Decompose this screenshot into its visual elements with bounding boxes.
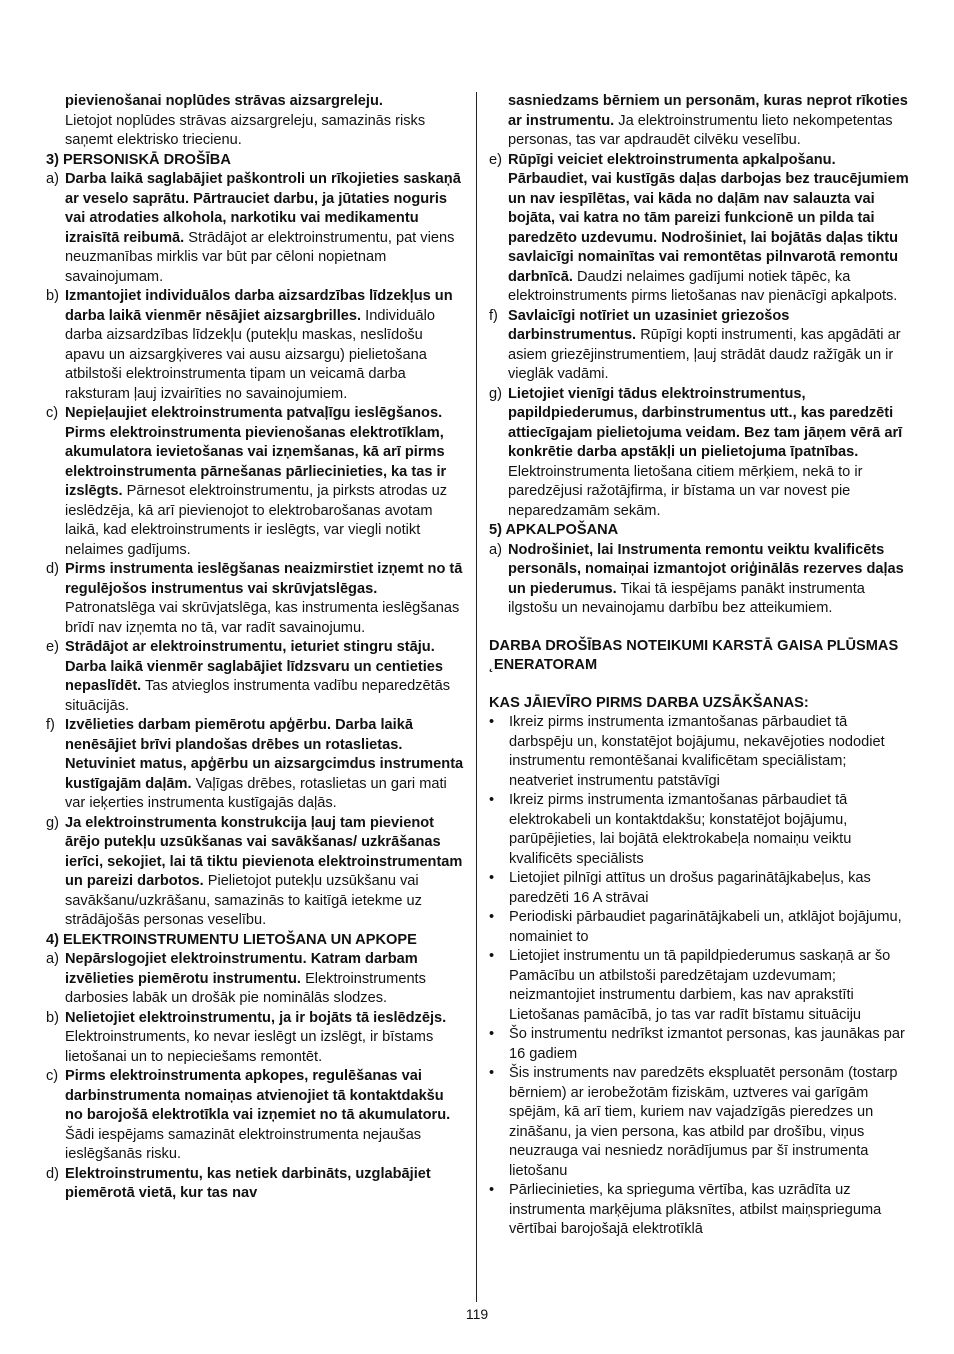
item-label: a) — [489, 541, 502, 558]
item-text — [508, 307, 909, 385]
right-column — [489, 92, 909, 1240]
list-item — [46, 404, 464, 560]
bold-text: Pirms elektroinstrumenta apkopes, regulēšanas vai darbinstrumenta nomaiņas atvienojiet tā kontaktdakšu no barojošā elektrotīkla vai izņemiet no tā akumulatoru. — [65, 1068, 451, 1123]
list-tool-use-cont — [489, 151, 909, 522]
bullet-icon: • — [489, 1026, 495, 1042]
item-text — [65, 950, 464, 1009]
item-label: a) — [46, 951, 59, 967]
body-text: Strādājot ar elektroinstrumentu, pat viens neuzmanības mirklis var būt par cēloni nopietnam savainojumam. — [65, 229, 455, 285]
list-item — [46, 638, 464, 716]
bullet-item — [489, 713, 909, 791]
bullet-list — [489, 713, 909, 1240]
list-item — [46, 1009, 464, 1068]
body-text: Tikai tā iespējams panākt instrumenta ilgstošu un nevainojamu darbību bez atteikumiem. — [508, 580, 865, 616]
list-service — [489, 541, 909, 619]
item-label: d) — [46, 1165, 59, 1182]
bold-text: Rūpīgi veiciet elektroinstrumenta apkalpošanu. Pārbaudiet, vai kustīgās daļas darbojas bez traucējumiem un nav iespīlētas, vai kāda no daļām nav salauzta vai bojāta, vai katra no tām pareizi funkcionē un pilda tai paredzēto uzdevumu. Nodrošiniet, lai bojātās daļas tiktu savlaicīgi nomainītas vai remontētas pilnvarotā remontu darbnīcā. — [508, 151, 909, 285]
bold-text: Pirms instrumenta ieslēgšanas neaizmirstiet izņemt no tā regulējošos instrumentus vai skrūvjatslēgas. — [65, 561, 463, 597]
list-personal-safety — [46, 170, 464, 931]
item-label: e) — [46, 639, 59, 655]
body-text: Elektroinstrumenta lietošana citiem mērķiem, nekā to ir paredzējusi ražotājfirma, ir bīstama un var novest pie neparedzamām sekām. — [508, 463, 863, 519]
bold-text: Izmantojiet individuālos darba aizsardzības līdzekļus un darba laikā vienmēr nēsājiet aizsargbrilles. — [65, 288, 453, 324]
body-text: Šādi iespējams samazināt elektroinstrumenta nejaušas ieslēgšanās risku. — [65, 1126, 422, 1162]
body-text: Ja elektroinstrumentu lieto nekompetentas personas, tas var apdraudēt cilvēku veselību. — [508, 112, 893, 148]
bold-text: Elektroinstrumentu, kas netiek darbināts, uzglabājiet piemērotā vietā, kur tas nav — [65, 1165, 431, 1201]
bullet-text: Šo instrumentu nedrīkst izmantot personas, kas jaunākas par 16 gadiem — [509, 1026, 905, 1062]
item-label: f) — [46, 717, 55, 733]
item-label: g) — [489, 385, 502, 402]
item-text — [65, 716, 464, 814]
section-heading-tool-use: 4) ELEKTROINSTRUMENTU LIETOŠANA UN APKOPE — [46, 931, 417, 948]
bullet-icon: • — [489, 714, 495, 730]
item-text — [508, 151, 909, 307]
heading-before-work: KAS JĀIEVĪRO PIRMS DARBA UZSĀKŠANAS: — [489, 694, 809, 711]
bullet-text: Periodiski pārbaudiet pagarinātājkabeli un, atklājot bojājumu, nomainiet to — [509, 909, 902, 945]
bullet-item — [489, 1064, 909, 1181]
bullet-item — [489, 1025, 909, 1064]
list-item — [46, 814, 464, 931]
bold-text: Izvēlieties darbam piemērotu apģērbu. Darba laikā nenēsājiet brīvi plandošas drēbes un rotaslietas. Netuviniet matus, apģērbu un aizsargcimdus instrumenta kustīgajām daļām. — [65, 717, 464, 792]
bold-text: Savlaicīgi notīriet un uzasiniet griezošos darbinstrumentus. — [508, 307, 790, 343]
bullet-item — [489, 869, 909, 908]
bullet-icon: • — [489, 909, 495, 925]
body-text: Lietojot noplūdes strāvas aizsargreleju, samazinās risks saņemt elektrisko triecienu. — [65, 112, 426, 148]
item-text — [65, 1165, 464, 1204]
bold-text: Nepārslogojiet elektroinstrumentu. Katram darbam izvēlieties piemērotu instrumentu. — [65, 951, 418, 987]
list-item — [46, 560, 464, 638]
column-divider — [476, 92, 477, 1302]
bullet-icon: • — [489, 1182, 495, 1198]
bold-text: Nepieļaujiet elektroinstrumenta patvaļīgu ieslēgšanos. Pirms elektroinstrumenta pievienošanas elektrotīklam, akumulatora ievietošanas vai izņemšanas, kā arī pirms elektroinstrumenta pārnešanas pārliecinieties, ka tas ir izslēgts. — [65, 405, 447, 499]
continued-paragraph — [46, 92, 464, 151]
item-text — [65, 170, 464, 287]
body-text: Pielietojot putekļu uzsūkšanu vai savākšanu/uzkrāšanu, samazinās to kaitīgā ietekme uz strādājošās personas veselību. — [65, 873, 422, 928]
item-text — [65, 638, 464, 716]
list-item — [46, 1165, 464, 1204]
bullet-text: Pārliecinieties, ka sprieguma vērtība, kas uzrādīta uz instrumenta marķējuma plāksnītes, atbilst maiņsprieguma vērtībai barojošajā elektrotīklā — [509, 1182, 882, 1237]
bold-text: Strādājot ar elektroinstrumentu, ieturiet stingru stāju. Darba laikā vienmēr saglabājiet līdzsvaru un centieties nepaslīdēt. — [65, 639, 443, 694]
item-label: b) — [46, 1009, 59, 1026]
list-item — [46, 1067, 464, 1165]
bullet-item — [489, 1181, 909, 1240]
list-item — [489, 385, 909, 522]
bullet-icon: • — [489, 870, 495, 886]
item-text — [65, 560, 464, 638]
heading-hot-air-safety: DARBA DROŠĪBAS NOTEIKUMI KARSTĀ GAISA PLŪSMAS ˛ENERATORAM — [489, 637, 899, 673]
bullet-item — [489, 908, 909, 947]
list-item — [46, 287, 464, 404]
bullet-icon: • — [489, 792, 495, 808]
item-text — [65, 1009, 464, 1068]
bullet-text: Lietojiet instrumentu un tā papildpiederumus saskaņā ar šo Pamācību un atbilstoši paredzētajam uzdevumam; neizmantojiet instrumentu darbiem, kas nav aprakstīti Lietošanas pamācībā, jo tas var radīt bīstamu situāciju — [509, 948, 891, 1023]
bullet-icon: • — [489, 948, 495, 964]
list-item — [489, 151, 909, 307]
body-text: Tas atvieglos instrumenta vadību neparedzētās situācijās. — [65, 678, 451, 714]
bullet-item — [489, 947, 909, 1025]
left-column — [46, 92, 464, 1204]
bold-text: Nelietojiet elektroinstrumentu, ja ir bojāts tā ieslēdzējs. — [65, 1009, 447, 1026]
item-label: f) — [489, 307, 498, 324]
bullet-text: Ikreiz pirms instrumenta izmantošanas pārbaudiet tā darbspēju un, konstatējot bojājumu, nekavējoties nododiet instrumentu remontēšanai kvalificētam speciālistam; neatveriet instrumentu patstāvīgi — [509, 714, 885, 789]
bold-text: Lietojiet vienīgi tādus elektroinstrumentus, papildpiederumus, darbinstrumentus utt., kas paredzēti attiecīgajam pielietojuma veidam. Bez tam jāņem vērā arī konkrētie darba apstākļi un pielietojuma īpatnības. — [508, 385, 903, 460]
bold-text: sasniedzams bērniem un personām, kuras neprot rīkoties ar instrumentu. — [508, 93, 908, 129]
item-label: c) — [46, 1068, 59, 1084]
item-text — [508, 541, 909, 619]
bullet-text: Lietojiet pilnīgi attītus un drošus pagarinātājkabeļus, kas paredzēti 16 A strāvai — [509, 870, 871, 906]
body-text: Elektroinstruments, ko nevar ieslēgt un izslēgt, ir bīstams lietošanai un to nepieciešams remontēt. — [65, 1029, 434, 1065]
bold-text: pievienošanai noplūdes strāvas aizsargreleju. — [65, 93, 383, 109]
list-item — [489, 541, 909, 619]
item-text — [65, 404, 464, 560]
bold-text: Darba laikā saglabājiet paškontroli un rīkojieties saskaņā ar veselo saprātu. Pārtrauciet darbu, ja jūtaties noguris vai atrodaties alkohola, narkotiku vai medikamentu izraisītā reibumā. — [65, 171, 461, 246]
bullet-text: Šis instruments nav paredzēts ekspluatēt personām (tostarp bērniem) ar ierobežotām fiziskām, uztveres vai garīgām spējām, kā arī tiem, kuriem nav vajadzīgās pieredzes un zināšanu, ja vien persona, kas atbild par drošību, viņus neuzrauga vai nesniedz norādījumus par šī instrumenta lietošanu — [509, 1065, 898, 1179]
body-text: Pārnesot elektroinstrumentu, ja pirksts atrodas uz ieslēdzēja, kā arī pievienojot to elektrobarošanas avotam laikā, kad elektroinstruments ir ieslēgts, var viegli notikt nelaimes gadījums. — [65, 483, 448, 558]
section-heading-personal-safety: 3) PERSONISKĀ DROŠĪBA — [46, 151, 231, 168]
body-text: Daudzi nelaimes gadījumi notiek tāpēc, ka elektroinstruments pirms lietošanas nav pienācīgi apkalpots. — [508, 268, 898, 304]
item-label: d) — [46, 561, 59, 577]
body-text: Elektroinstruments darbosies labāk un drošāk pie nominālās slodzes. — [65, 970, 426, 1006]
item-label: g) — [46, 814, 59, 831]
bold-text: Ja elektroinstrumenta konstrukcija ļauj tam pievienot ārējo putekļu uzsūkšanas vai savākšanas/ uzkrāšanas ierīci, sekojiet, lai tā tiktu pievienota elektroinstrumentam un pareizi darbotos. — [65, 814, 463, 889]
bullet-icon: • — [489, 1065, 495, 1081]
item-text — [65, 287, 464, 404]
list-tool-use — [46, 950, 464, 1204]
item-label: e) — [489, 151, 502, 168]
bullet-text: Ikreiz pirms instrumenta izmantošanas pārbaudiet tā elektrokabeli un kontaktdakšu; konstatējot bojājumu, parūpējieties, lai bojātā elektrokabeļa nomaiņu veiktu kvalificēts speciālists — [509, 792, 852, 867]
bold-text: Nodrošiniet, lai Instrumenta remontu veiktu kvalificēts personāls, nomaiņai izmantojot oriģinālās rezerves daļas un piederumus. — [508, 541, 904, 597]
bullet-item — [489, 791, 909, 869]
item-label: c) — [46, 405, 59, 421]
item-label: a) — [46, 171, 59, 187]
item-label: b) — [46, 288, 59, 304]
body-text: Rūpīgi kopti instrumenti, kas apgādāti ar asiem griezējinstrumentiem, ļauj strādāt daudz ražīgāk un ir vieglāk vadāmi. — [508, 327, 901, 382]
continued-paragraph — [489, 92, 909, 151]
list-item — [46, 950, 464, 1009]
body-text: Patronatslēga vai skrūvjatslēga, kas instrumenta ieslēgšanas brīdī nav izņemta no tā, var radīt savainojumu. — [65, 600, 460, 636]
item-text — [508, 385, 909, 522]
item-text — [65, 1067, 464, 1165]
list-item — [46, 716, 464, 814]
item-text — [65, 814, 464, 931]
list-item — [489, 307, 909, 385]
body-text: Individuālo darba aizsardzības līdzekļu (putekļu maskas, neslīdošu apavu un aizsargķiveres vai ausu aizsargu) pielietošana atbilstoši elektroinstrumenta tipam un veicamā darba raksturam ļauj izvairīties no savainojumiem. — [65, 307, 435, 402]
list-item — [46, 170, 464, 287]
body-text: Vaļīgas drēbes, rotaslietas un gari mati var ieķerties instrumenta kustīgajās daļās. — [65, 775, 447, 811]
section-heading-service: 5) APKALPOŠANA — [489, 522, 619, 538]
page-number: 119 — [465, 1306, 489, 1322]
